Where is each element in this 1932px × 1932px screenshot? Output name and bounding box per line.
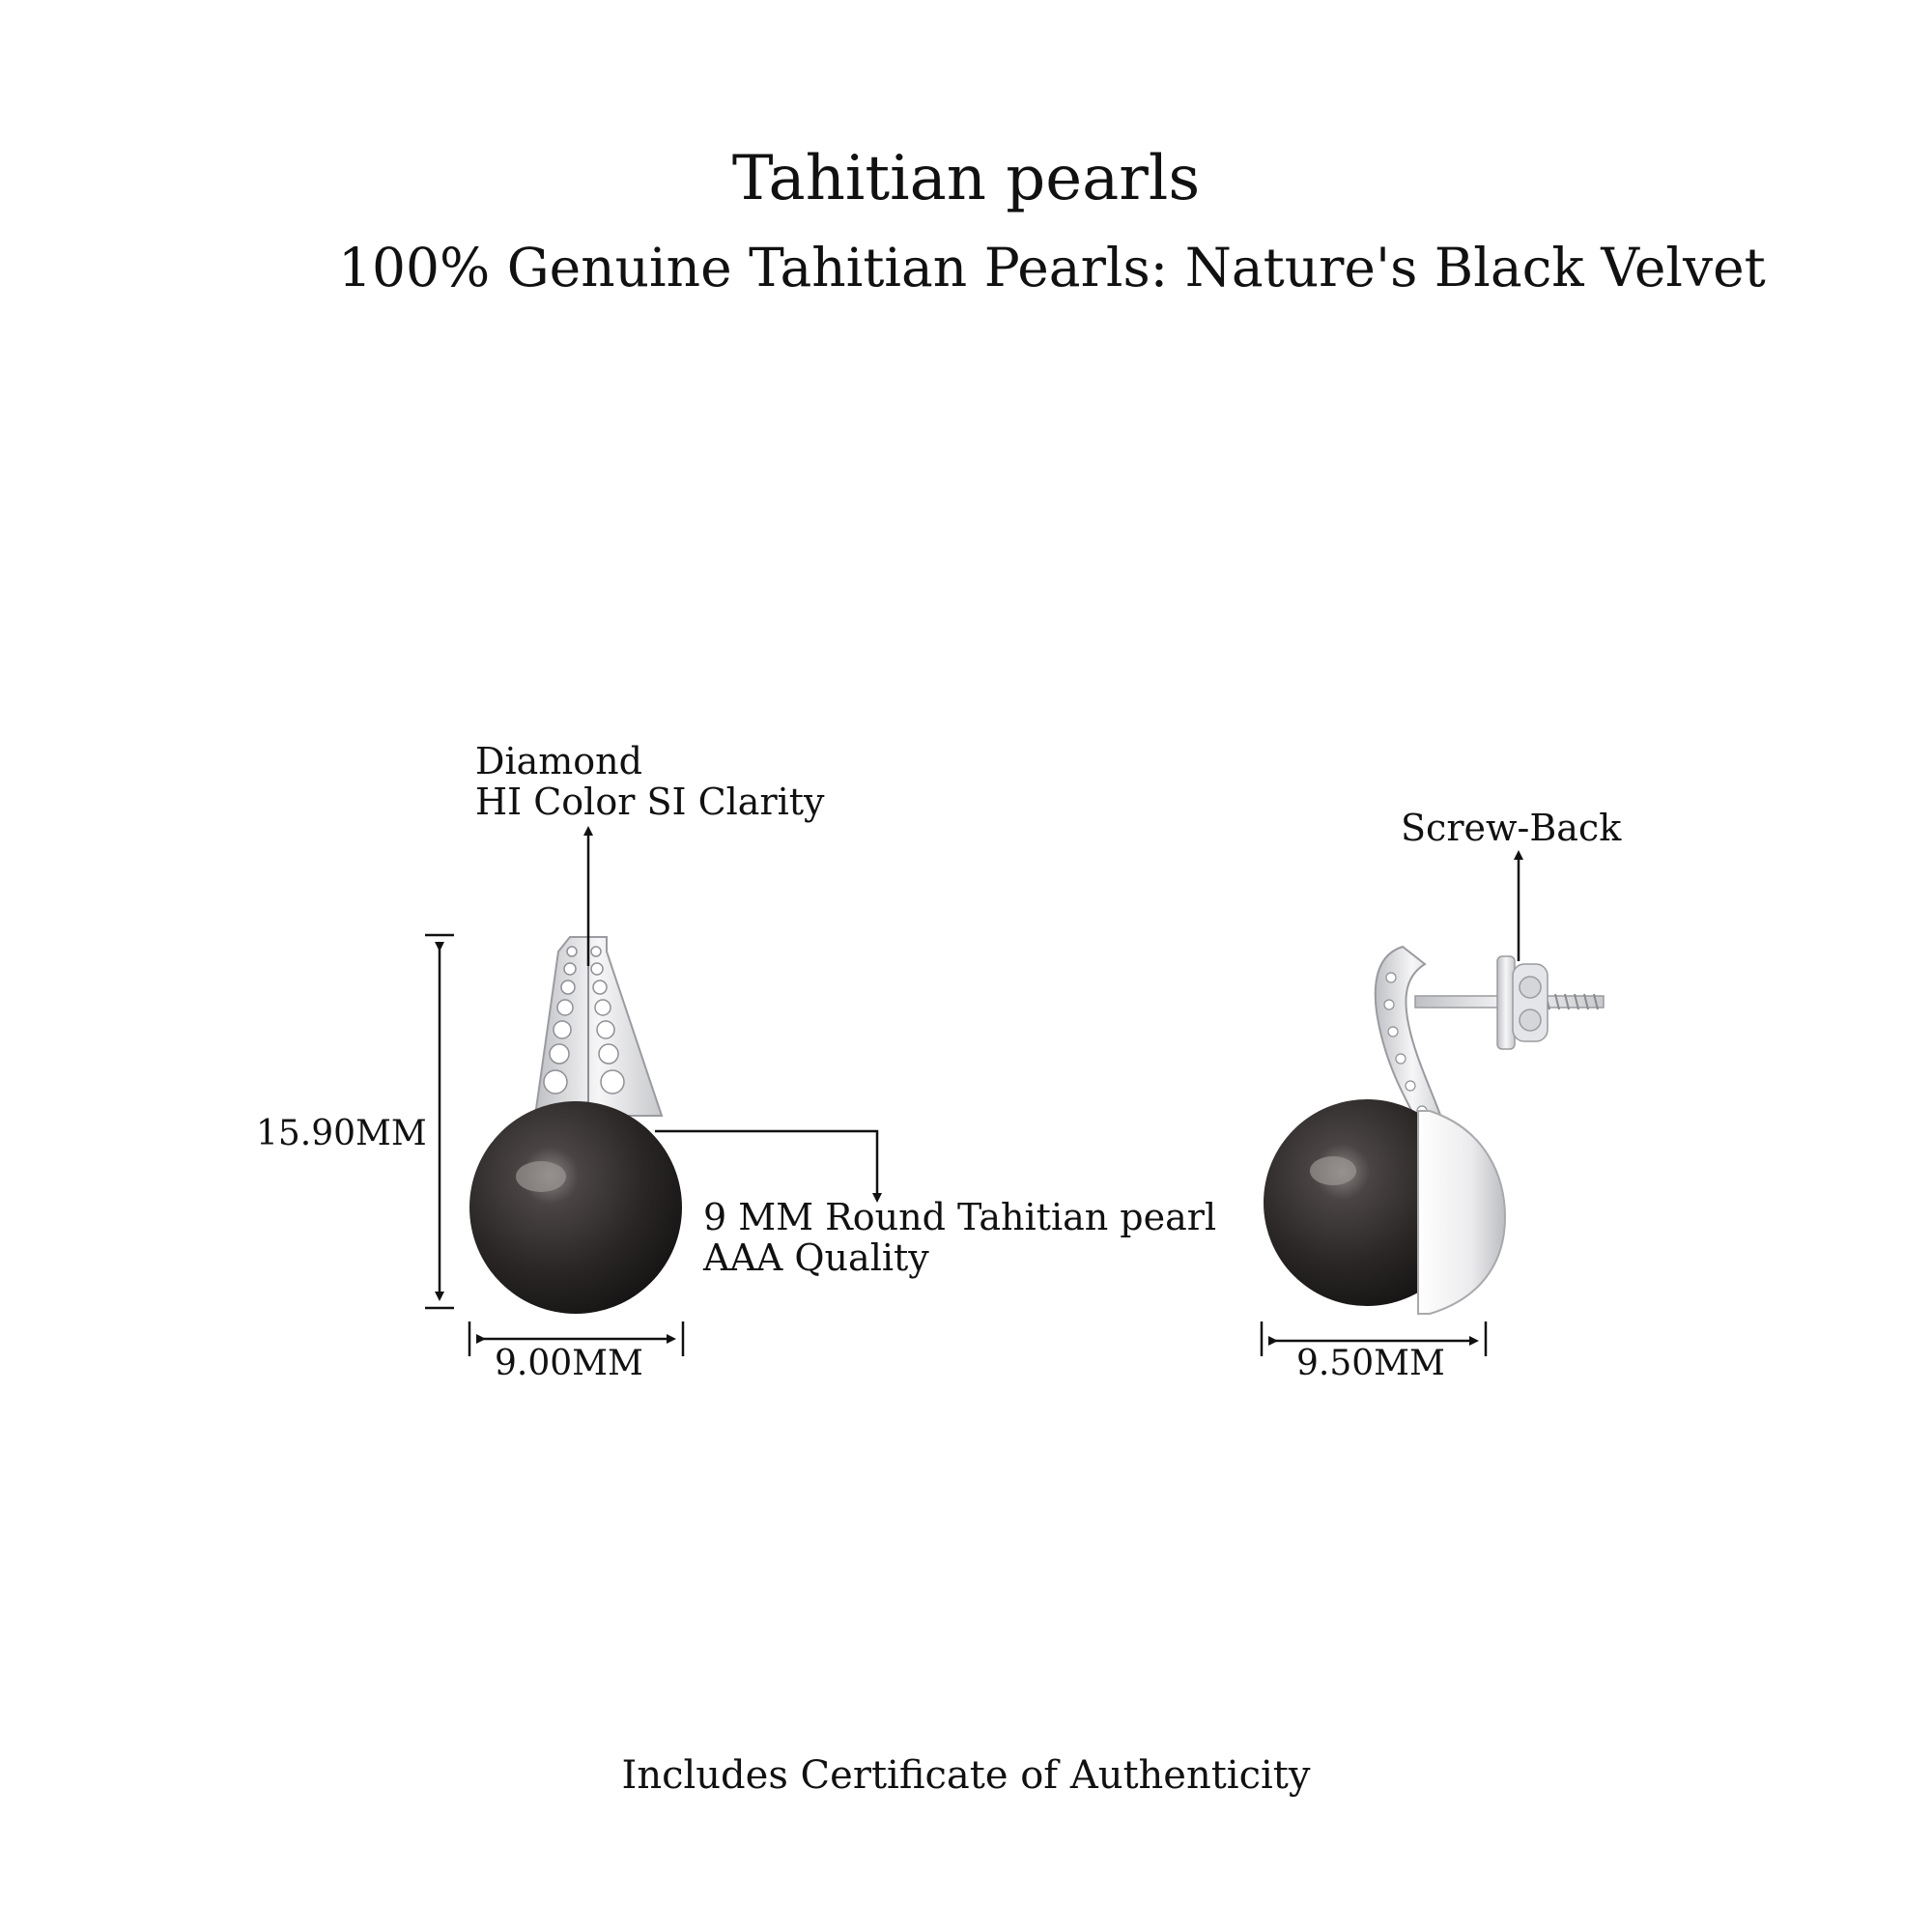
certificate-note: Includes Certificate of Authenticity	[621, 1753, 1311, 1798]
screw-back-callout: Screw-Back	[1401, 807, 1622, 849]
front-width-dimension-label: 9.00MM	[495, 1344, 643, 1383]
pearl-callout-line1: 9 MM Round Tahitian pearl	[703, 1196, 1217, 1238]
pearl-cup	[1418, 1111, 1505, 1314]
diamond-callout-line1: Diamond	[475, 740, 642, 782]
front-earring	[469, 937, 682, 1314]
pearl-callout-line2: AAA Quality	[703, 1236, 929, 1279]
diamond-callout	[475, 741, 825, 822]
diamond-callout-line2: HI Color SI Clarity	[475, 781, 825, 823]
page-title: Tahitian pearls	[731, 143, 1201, 214]
pearl-callout	[703, 1197, 1216, 1278]
pearl-front	[469, 1101, 682, 1314]
side-earring	[1264, 947, 1604, 1314]
side-width-dimension-label: 9.50MM	[1296, 1344, 1445, 1383]
page-subtitle: 100% Genuine Tahitian Pearls: Nature's Black Velvet	[338, 237, 1766, 298]
height-dimension-label: 15.90MM	[256, 1114, 427, 1153]
